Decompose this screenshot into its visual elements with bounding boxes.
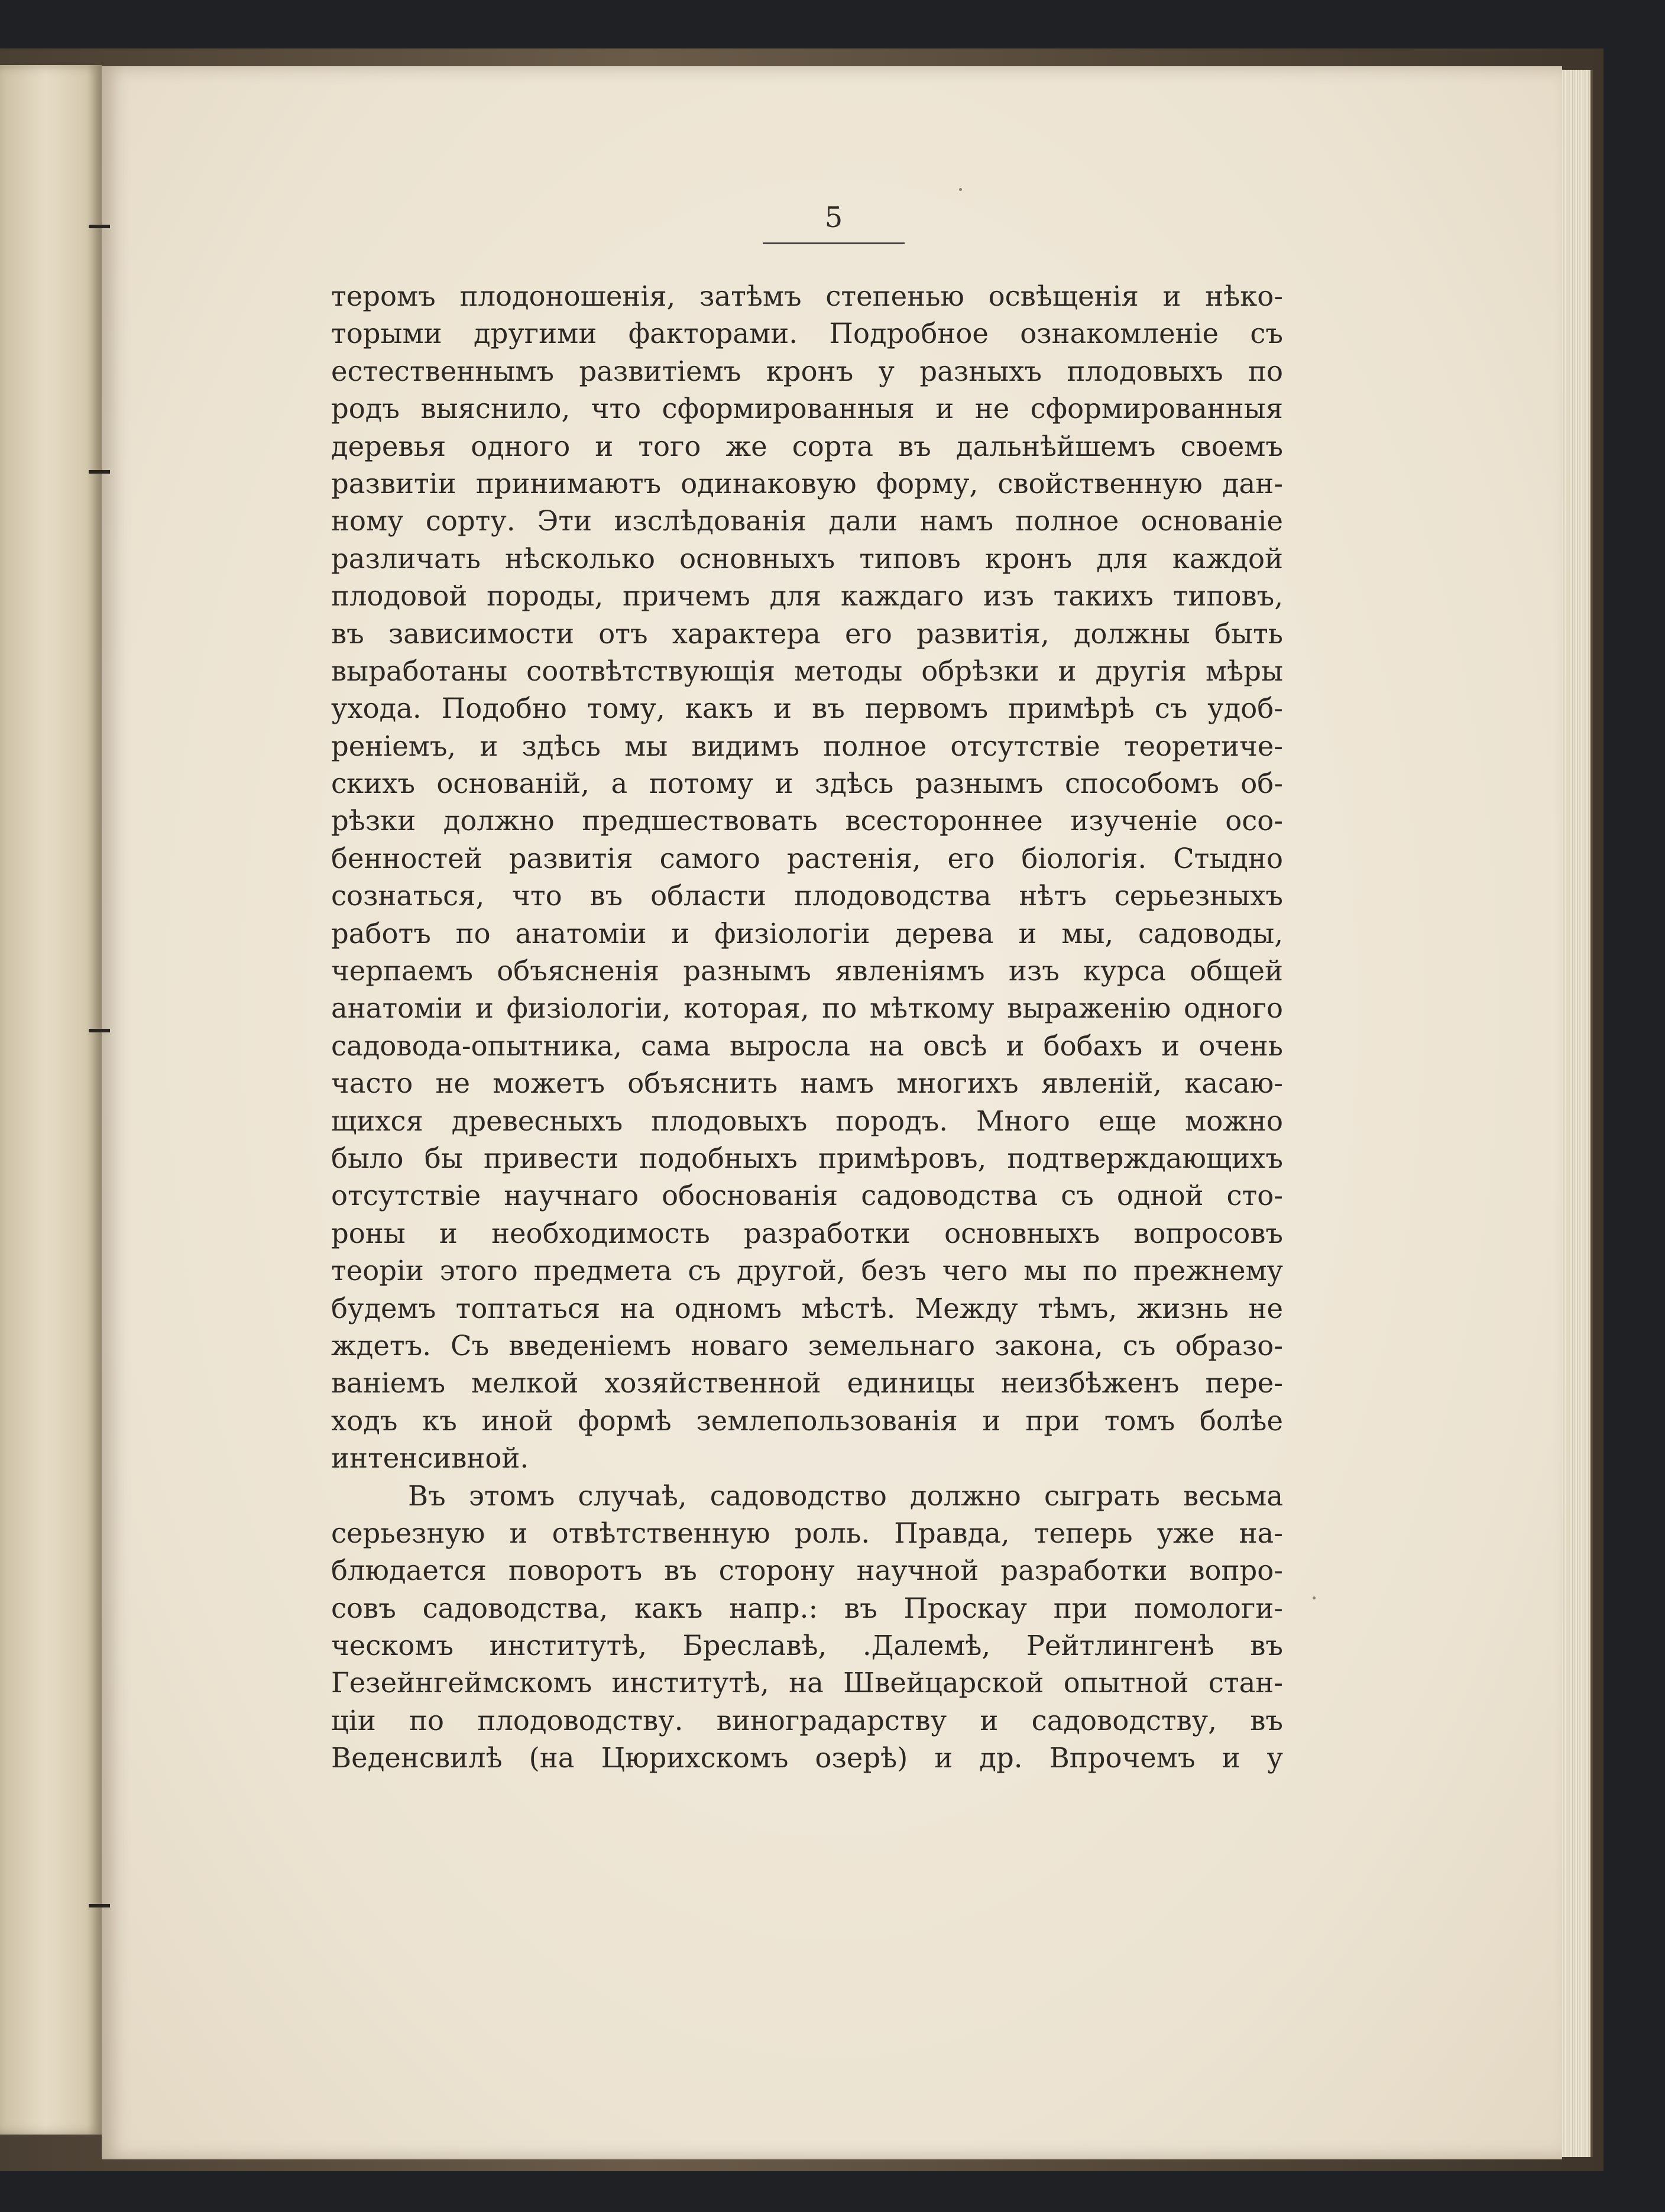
text-line: реніемъ, и здѣсь мы видимъ полное отсутствіе теоретиче- — [331, 730, 1283, 762]
text-line: теромъ плодоношенія, затѣмъ степенью освѣщенія и нѣко- — [331, 280, 1283, 312]
text-line: серьезную и отвѣтственную роль. Правда, теперь уже на- — [331, 1517, 1283, 1549]
text-line-paragraph-start: Въ этомъ случаѣ, садоводство должно сыграть весьма — [408, 1479, 1283, 1512]
text-line: будемъ топтаться на одномъ мѣстѣ. Между тѣмъ, жизнь не — [331, 1292, 1283, 1324]
text-line: совъ садоводства, какъ напр.: въ Проскау при помологи- — [331, 1592, 1283, 1624]
text-line: родъ выяснило, что сформированныя и не сформированныя — [331, 393, 1283, 425]
text-line: часто не можетъ объяснить намъ многихъ явленій, касаю- — [331, 1067, 1283, 1100]
text-line: сознаться, что въ области плодоводства нѣтъ серьезныхъ — [331, 880, 1283, 912]
text-line: отсутствіе научнаго обоснованія садоводства съ одной сто- — [331, 1180, 1283, 1212]
margin-mark — [89, 1904, 110, 1907]
text-line: естественнымъ развитіемъ кронъ у разныхъ плодовыхъ по — [331, 355, 1283, 387]
margin-mark — [89, 225, 110, 228]
page-number-rule — [763, 242, 905, 244]
text-line: Веденсвилѣ (на Цюрихскомъ озерѣ) и др. Впрочемъ и у — [331, 1742, 1283, 1774]
body-text — [331, 278, 1283, 1777]
text-line: различать нѣсколько основныхъ типовъ кронъ для каждой — [331, 542, 1283, 575]
text-line: было бы привести подобныхъ примѣровъ, подтверждающихъ — [331, 1142, 1283, 1174]
margin-mark — [89, 1029, 110, 1032]
text-line: ходъ къ иной формѣ землепользованія и при томъ болѣе — [331, 1404, 1283, 1437]
text-line: ному сорту. Эти изслѣдованія дали намъ полное основаніе — [331, 505, 1283, 537]
text-line: скихъ основаній, а потому и здѣсь разнымъ способомъ об- — [331, 767, 1283, 800]
text-line: рѣзки должно предшествовать всестороннее изученіе осо- — [331, 805, 1283, 837]
text-line: бенностей развитія самого растенія, его біологія. Стыдно — [331, 842, 1283, 875]
text-line: черпаемъ объясненія разнымъ явленіямъ изъ курса общей — [331, 955, 1283, 987]
text-line: ваніемъ мелкой хозяйственной единицы неизбѣженъ пере- — [331, 1367, 1283, 1400]
text-line: Гезейнгеймскомъ институтѣ, на Швейцарской опытной стан- — [331, 1667, 1283, 1699]
text-line: плодовой породы, причемъ для каждаго изъ такихъ типовъ, — [331, 580, 1283, 613]
text-line: ческомъ институтѣ, Бреславѣ, .Далемѣ, Рейтлингенѣ въ — [331, 1630, 1283, 1662]
page-number: 5 — [824, 201, 843, 234]
text-line: работъ по анатоміи и физіологіи дерева и мы, садоводы, — [331, 917, 1283, 950]
text-line: интенсивной. — [331, 1442, 529, 1475]
text-line: ціи по плодоводству. виноградарству и садоводству, въ — [331, 1704, 1283, 1737]
page-edges — [1562, 70, 1593, 2157]
text-line: садовода-опытника, сама выросла на овсѣ и бобахъ и очень — [331, 1029, 1283, 1062]
text-line: выработаны соотвѣтствующія методы обрѣзки и другія мѣры — [331, 655, 1283, 687]
text-line: ждетъ. Съ введеніемъ новаго земельнаго закона, съ образо- — [331, 1329, 1283, 1362]
paper-speck — [1313, 1596, 1316, 1599]
text-line: торыми другими факторами. Подробное ознакомленіе съ — [331, 318, 1283, 350]
text-line: анатоміи и физіологіи, которая, по мѣткому выраженію одного — [331, 992, 1283, 1025]
margin-mark — [89, 470, 110, 474]
paper-speck — [959, 188, 962, 191]
text-line: блюдается поворотъ въ сторону научной разработки вопро- — [331, 1554, 1283, 1587]
text-line: щихся древесныхъ плодовыхъ породъ. Много еще можно — [331, 1105, 1283, 1137]
text-line: роны и необходимость разработки основныхъ вопросовъ — [331, 1217, 1283, 1249]
text-line: деревья одного и того же сорта въ дальнѣйшемъ своемъ — [331, 430, 1283, 462]
left-page-edge — [0, 65, 102, 2135]
text-line: развитіи принимаютъ одинаковую форму, свойственную дан- — [331, 467, 1283, 500]
text-line: ухода. Подобно тому, какъ и въ первомъ примѣрѣ съ удоб- — [331, 692, 1283, 725]
text-line: теоріи этого предмета съ другой, безъ чего мы по прежнему — [331, 1255, 1283, 1287]
text-line: въ зависимости отъ характера его развитія, должны быть — [331, 617, 1283, 650]
